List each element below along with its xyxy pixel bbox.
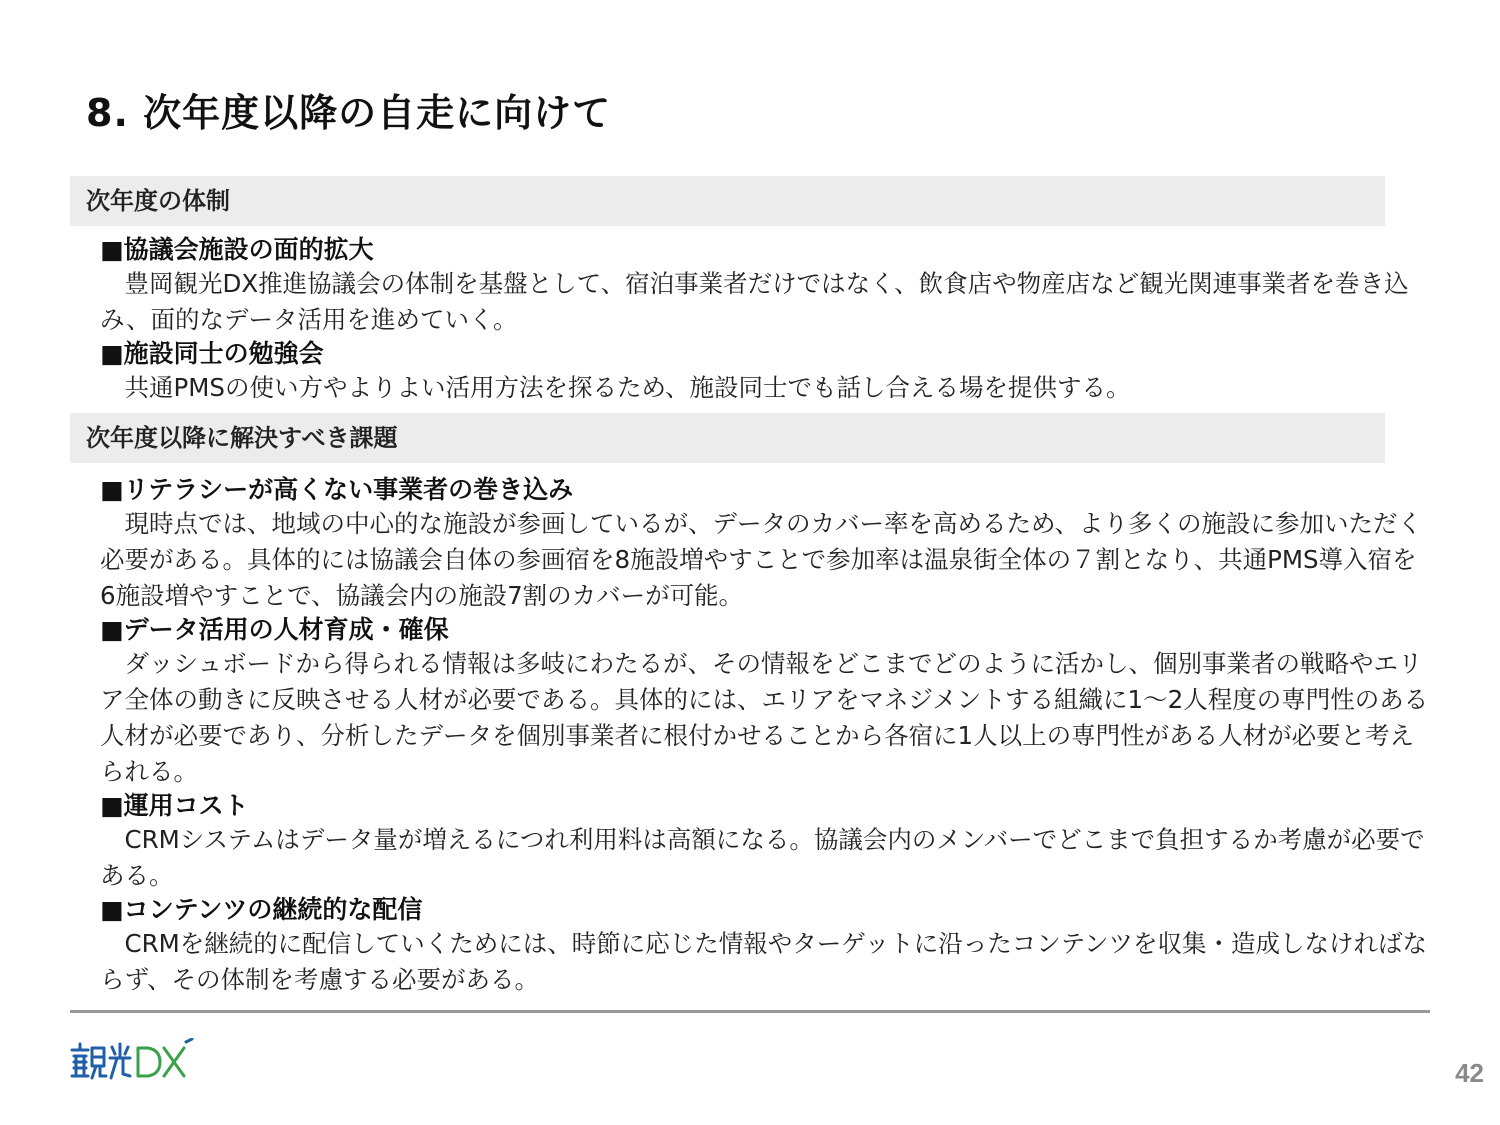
section-heading-next-year-structure: 次年度の体制 [70, 176, 1385, 226]
page-number: 42 [1455, 1058, 1484, 1088]
item-heading: ■リテラシーが高くない事業者の巻き込み [100, 475, 574, 504]
item-heading: ■協議会施設の面的拡大 [100, 235, 374, 264]
section-heading-future-issues: 次年度以降に解決すべき課題 [70, 413, 1385, 463]
item-heading: ■運用コスト [100, 791, 249, 820]
page-title: 8. 次年度以降の自走に向けて [86, 91, 612, 135]
item-text: CRMシステムはデータ量が増えるにつれ利用料は高額になる。協議会内のメンバーでどこまで負担するか考慮が必要である。 [100, 825, 1425, 890]
item-heading: ■施設同士の勉強会 [100, 339, 324, 368]
item-heading: ■データ活用の人材育成・確保 [100, 615, 449, 644]
item-text: 共通PMSの使い方やよりよい活用方法を探るため、施設同士でも話し合える場を提供する。 [124, 373, 1131, 402]
item-text: ダッシュボードから得られる情報は多岐にわたるが、その情報をどこまでどのように活かし、個別事業者の戦略やエリア全体の動きに反映させる人材が必要である。具体的には、エリアをマネジメントする組織に1～2人程度の専門性のある人材が必要であり、分析したデータを個別事業者に根付かせることから各宿に1人以上の専門性がある人材が必要と考えられる。 [100, 649, 1429, 786]
item-heading: ■コンテンツの継続的な配信 [100, 895, 423, 924]
item-text: 豊岡観光DX推進協議会の体制を基盤として、宿泊事業者だけではなく、飲食店や物産店など観光関連事業者を巻き込み、面的なデータ活用を進めていく。 [100, 269, 1409, 334]
footer-divider [70, 1010, 1430, 1013]
item-text: CRMを継続的に配信していくためには、時節に応じた情報やターゲットに沿ったコンテンツを収集・造成しなければならず、その体制を考慮する必要がある。 [100, 929, 1428, 994]
section-body-next-year-structure [100, 234, 1430, 406]
kanko-dx-logo [68, 1038, 198, 1086]
item-text: 現時点では、地域の中心的な施設が参画しているが、データのカバー率を高めるため、より多くの施設に参加いただく必要がある。具体的には協議会自体の参画宿を8施設増やすことで参加率は温泉街全体の７割となり、共通PMS導入宿を6施設増やすことで、協議会内の施設7割のカバーが可能。 [100, 509, 1423, 610]
section-body-future-issues [100, 474, 1430, 998]
